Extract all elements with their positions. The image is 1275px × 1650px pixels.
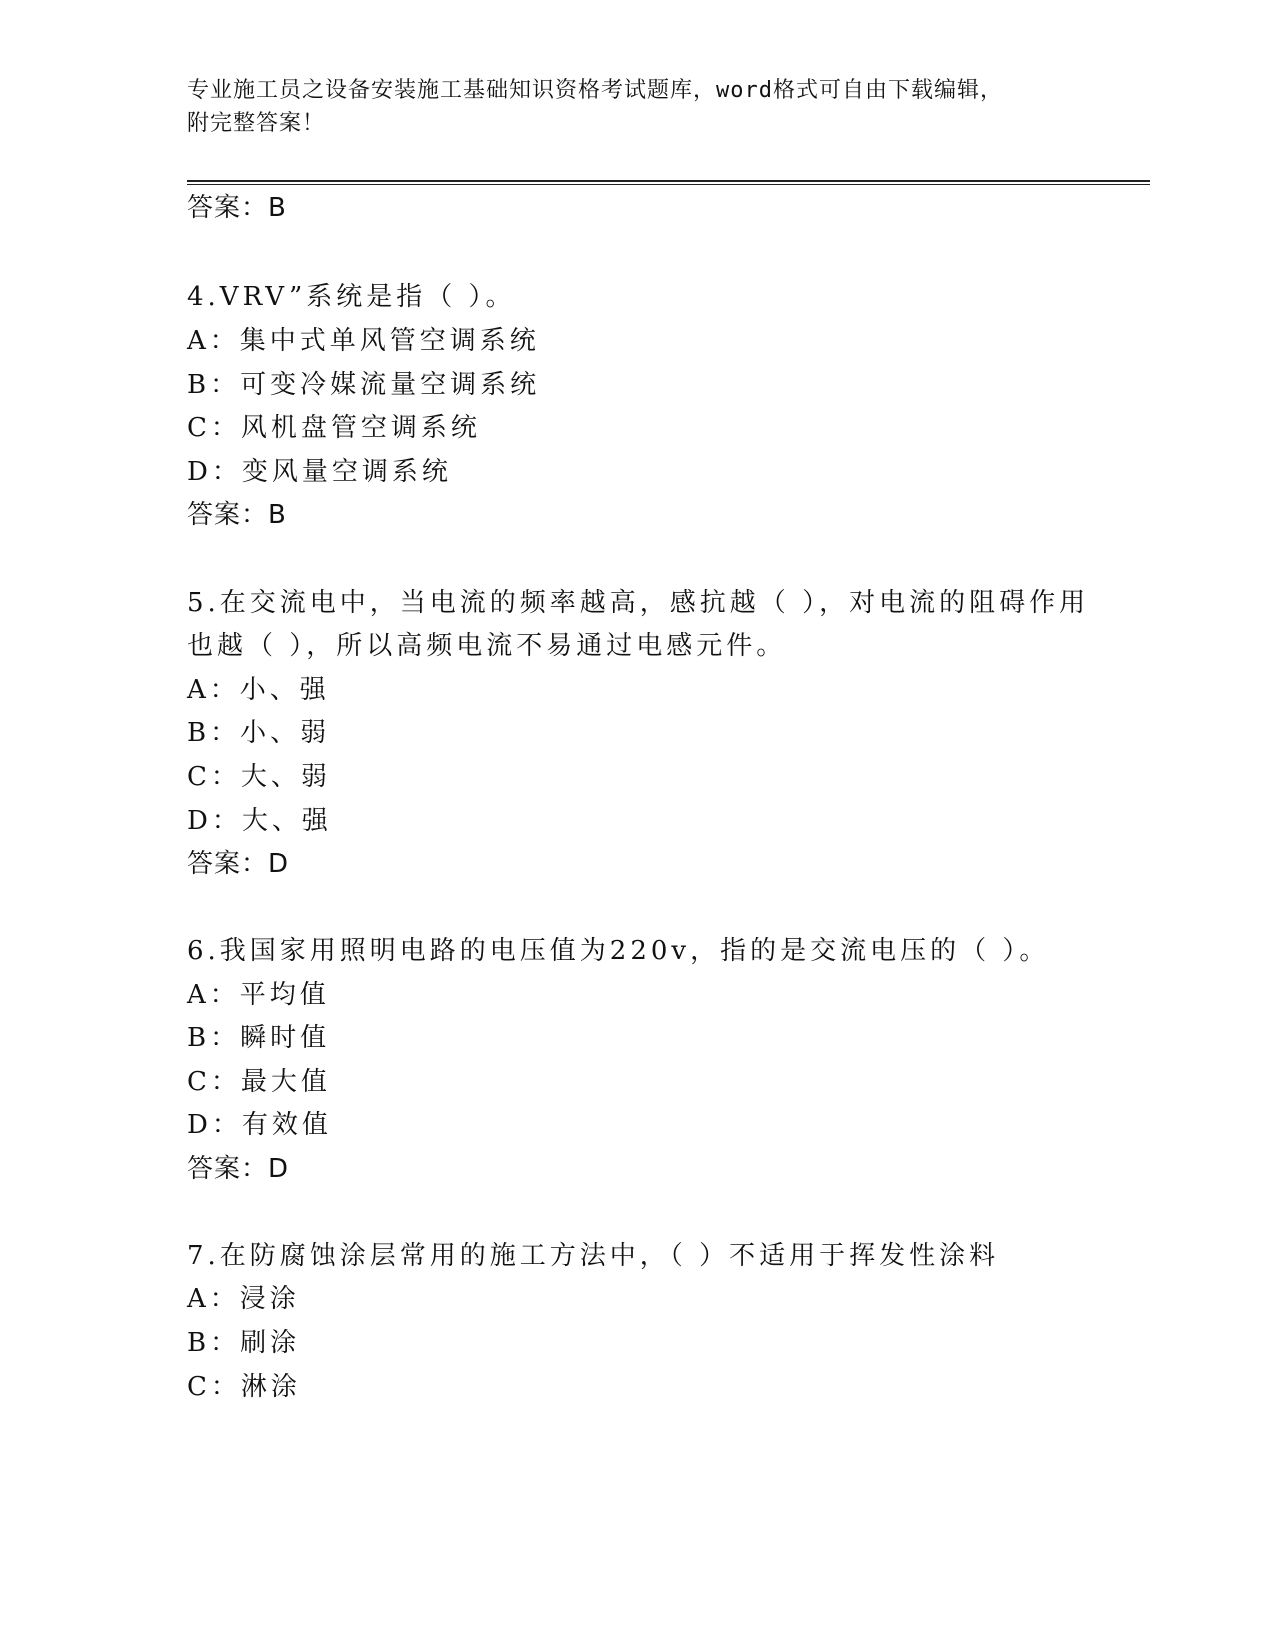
question-5-option-d: D：大、强 xyxy=(187,806,332,836)
question-5-option-c: C：大、弱 xyxy=(187,762,331,792)
question-7-option-b: B：刷涂 xyxy=(187,1328,301,1358)
question-5-option-b: B：小、弱 xyxy=(187,718,331,748)
question-6-answer: 答案：D xyxy=(187,1154,290,1184)
question-5-option-a: A：小、强 xyxy=(187,675,330,705)
previous-answer: 答案：B xyxy=(187,193,287,223)
question-7-option-a: A：浸涂 xyxy=(187,1284,300,1314)
question-4-option-b: B：可变冷媒流量空调系统 xyxy=(187,370,541,400)
header-line-1: 专业施工员之设备安装施工基础知识资格考试题库，word格式可自由下载编辑， xyxy=(187,78,1003,103)
question-6-option-a: A：平均值 xyxy=(187,980,330,1010)
document-header xyxy=(187,74,1087,140)
question-4-option-a: A：集中式单风管空调系统 xyxy=(187,326,540,356)
header-line-2: 附完整答案！ xyxy=(187,111,326,136)
question-4-option-c: C：风机盘管空调系统 xyxy=(187,413,481,443)
question-5-stem-line-1: 5.在交流电中，当电流的频率越高，感抗越（ ），对电流的阻碍作用 xyxy=(187,588,1090,618)
question-6-option-c: C：最大值 xyxy=(187,1067,331,1097)
question-7-option-c: C：淋涂 xyxy=(187,1372,301,1402)
question-6-option-b: B：瞬时值 xyxy=(187,1023,331,1053)
question-5-stem-line-2: 也越（ ），所以高频电流不易通过电感元件。 xyxy=(187,631,787,661)
question-4-option-d: D：变风量空调系统 xyxy=(187,457,452,487)
header-divider-thin xyxy=(187,184,1150,185)
question-6-stem: 6.我国家用照明电路的电压值为220v，指的是交流电压的（ ）。 xyxy=(187,936,1050,966)
question-6-option-d: D：有效值 xyxy=(187,1110,332,1140)
question-4-stem: 4.VRV”系统是指（ ）。 xyxy=(187,282,516,312)
header-divider-thick xyxy=(187,180,1150,182)
question-7-stem: 7.在防腐蚀涂层常用的施工方法中，（ ）不适用于挥发性涂料 xyxy=(187,1241,1000,1271)
question-4-answer: 答案：B xyxy=(187,500,287,530)
question-5-answer: 答案：D xyxy=(187,849,290,879)
